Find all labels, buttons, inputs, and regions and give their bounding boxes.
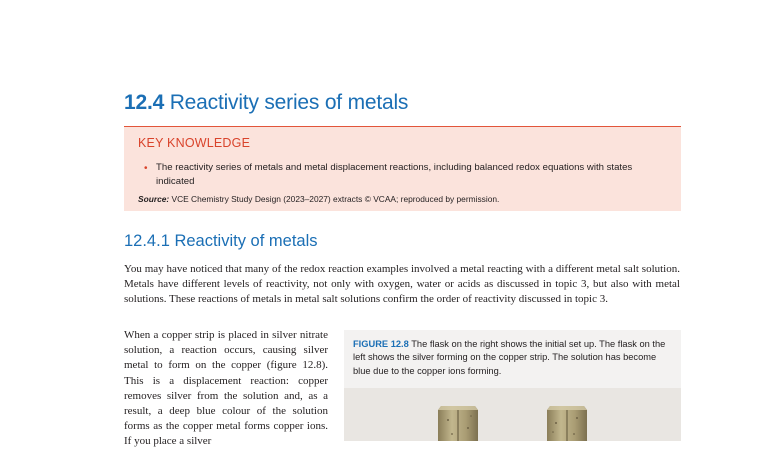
bullet-icon: • bbox=[144, 163, 148, 174]
key-knowledge-box bbox=[124, 126, 681, 211]
key-knowledge-heading: KEY KNOWLEDGE bbox=[138, 136, 251, 150]
figure-label: FIGURE 12.8 bbox=[353, 339, 409, 349]
section-number: 12.4 bbox=[124, 91, 165, 114]
figure-caption-text: The flask on the right shows the initial set up. The flask on the left shows the silver forming on the copper strip. The solution has become blue due to the copper ions forming. bbox=[353, 339, 666, 376]
key-knowledge-bullet-text: The reactivity series of metals and metal displacement reactions, including balanced redox equations with states indicated bbox=[156, 162, 633, 187]
figure-panel bbox=[344, 330, 681, 441]
left-flask-cork-icon bbox=[438, 406, 478, 441]
body-paragraph-2: When a copper strip is placed in silver nitrate solution, a reaction occurs, causing silver metal to form on the copper (figure 12.8). This is a displacement reaction: copper removes silver from the solution and, as a result, a deep blue colour of the solution forms as the copper metal forms copper ions. If you place a silver bbox=[124, 329, 328, 448]
section-title bbox=[124, 91, 408, 115]
section-title-text: Reactivity series of metals bbox=[169, 91, 409, 114]
body-paragraph-1: You may have noticed that many of the redox reaction examples involved a metal reacting with a different metal salt solution. Metals have different levels of reactivity, not only with oxygen, water or acids as discussed in topic 3, but also with metal solutions. These reactions of metals in metal salt solutions confirm the order of reactivity discussed in topic 3. bbox=[124, 263, 680, 306]
subsection-title: 12.4.1 Reactivity of metals bbox=[124, 232, 318, 250]
key-knowledge-source bbox=[138, 194, 499, 204]
figure-caption bbox=[353, 338, 673, 378]
right-flask-cork-icon bbox=[547, 406, 587, 441]
source-label: Source: bbox=[138, 194, 170, 204]
flask-photo bbox=[344, 388, 681, 441]
source-text: VCE Chemistry Study Design (2023–2027) extracts © VCAA; reproduced by permission. bbox=[169, 194, 500, 204]
